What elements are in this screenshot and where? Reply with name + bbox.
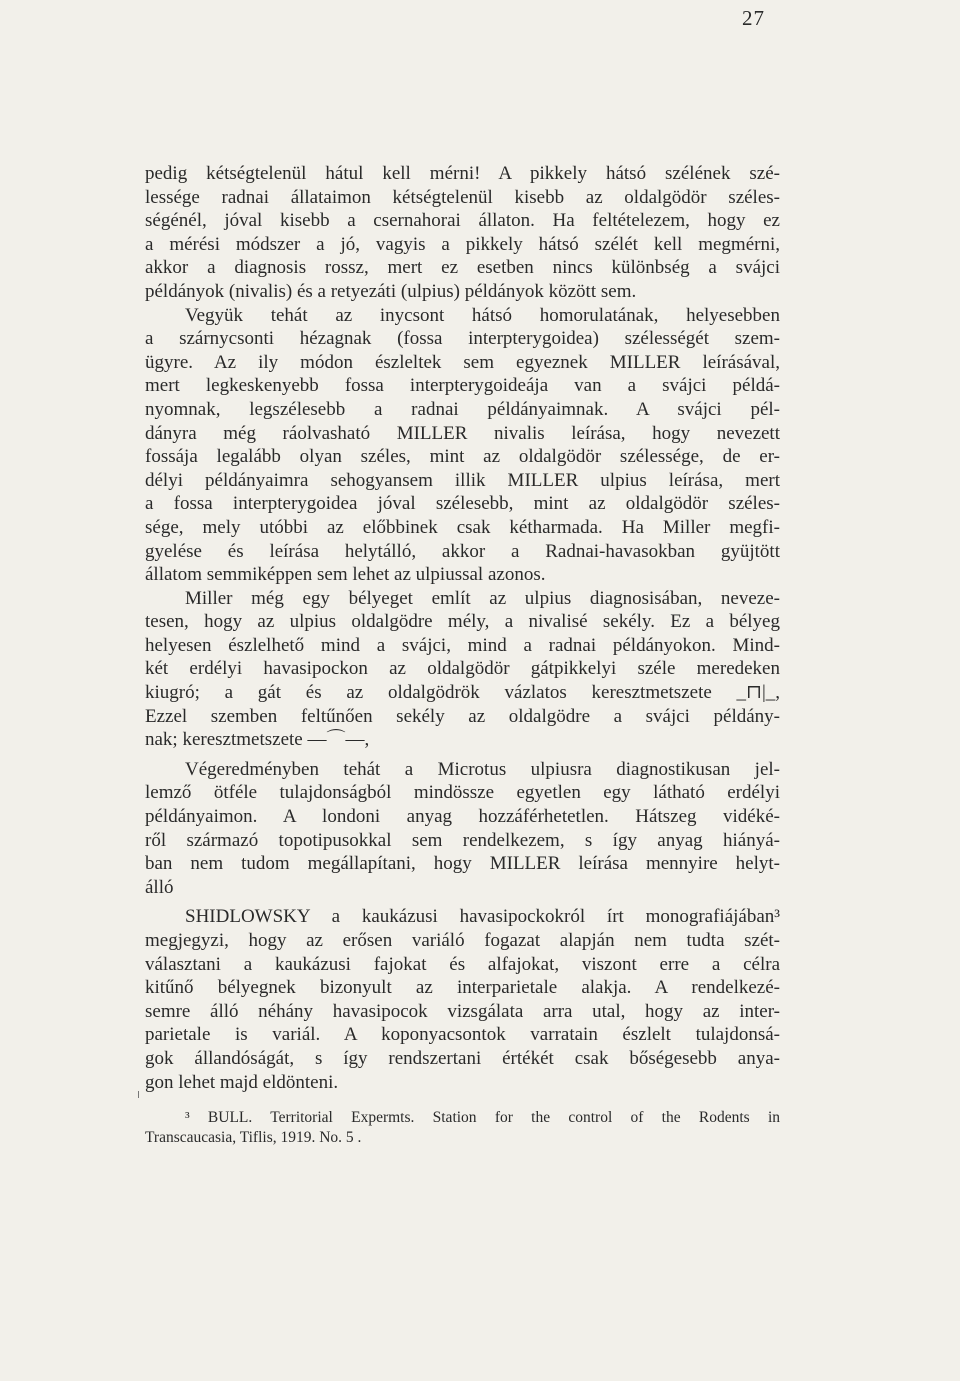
text-line: gyelése és leírása helytálló, akkor a Radnai-havasokban gyüjtött xyxy=(145,540,780,562)
text-line: választani a kaukázusi fajokat és alfajokat, viszont erre a célra xyxy=(145,953,780,975)
text-line: dányra még ráolvasható MILLER nivalis leírása, hogy nevezett xyxy=(145,422,780,444)
text-line: pedig kétségtelenül hátul kell mérni! A pikkely hátsó szélének szé- xyxy=(145,163,780,184)
stray-mark xyxy=(138,1091,139,1098)
text-line: példányaimon. A londoni anyag hozzáférhetetlen. Hátszeg vidéké- xyxy=(145,806,780,828)
footnote-line: Transcaucasia, Tiflis, 1919. No. 5 . xyxy=(145,1128,362,1146)
text-line: Végeredményben tehát a Microtus ulpiusra diagnostikusan jel- xyxy=(185,758,780,780)
text-line: parietale is variál. A koponyacsontok varratain észlelt tulajdonsá- xyxy=(145,1024,780,1046)
text-line: kiugró; a gát és az oldalgödrök vázlatos keresztmetszete _⊓|_, xyxy=(145,682,780,704)
text-line: ügyre. Az ily módon észleltek sem egyeznek MILLER leírásával, xyxy=(145,351,780,373)
page-number: 27 xyxy=(742,6,765,30)
text-line: kitűnő bélyegnek bizonyult az interparietale alakja. A rendelkezé- xyxy=(145,977,780,999)
text-line: két erdélyi havasipockon az oldalgödör gátpikkelyi széle meredeken xyxy=(145,658,780,680)
text-line: nak; keresztmetszete —⌒—, xyxy=(145,729,370,751)
text-line: lemző ötféle tulajdonságból mindössze egyetlen egy látható erdélyi xyxy=(145,782,780,804)
text-line: mert legkeskenyebb fossa interpterygoideája van a svájci példá- xyxy=(145,375,780,397)
text-line: fossája legalább olyan széles, mint az oldalgödör szélessége, de er- xyxy=(145,446,780,468)
text-line: helyesen észlelhető mind a svájci, mind a radnai példányokon. Mind- xyxy=(145,634,780,656)
text-line: lessége radnai állataimon kétségtelenül kisebb az oldalgödör széles- xyxy=(145,186,780,208)
body-text xyxy=(145,162,780,1094)
text-line: akkor a diagnosis rossz, mert ez esetben nincs különbség a svájci xyxy=(145,257,780,279)
text-line: a szárnycsonti hézagnak (fossa interpterygoidea) szélességét szem- xyxy=(145,328,780,350)
text-line: Ezzel szemben feltűnően sekély az oldalgödre a svájci példány- xyxy=(145,705,780,727)
text-line: álló xyxy=(145,876,174,898)
text-line: a mérési módszer a jó, vagyis a pikkely hátsó szélét kell megmérni, xyxy=(145,233,780,255)
text-line: Vegyük tehát az inycsont hátsó homorulatának, helyesebben xyxy=(185,304,780,326)
text-line: délyi példányaimra sehogyansem illik MILLER ulpius leírása, mert xyxy=(145,469,780,491)
text-line: sége, mely utóbbi az előbbinek csak kétharmada. Ha Miller megfi- xyxy=(145,516,780,538)
text-line: megjegyzi, hogy az erősen variáló fogazat alapján nem tudta szét- xyxy=(145,930,780,951)
text-line: SHIDLOWSKY a kaukázusi havasipockokról írt monografiájában³ xyxy=(185,906,780,928)
text-line: Miller még egy bélyeget említ az ulpius diagnosisában, neveze- xyxy=(185,587,780,609)
text-line: gok állandóságát, s így rendszertani értékét csak bőségesebb anya- xyxy=(145,1047,780,1069)
text-line: gon lehet majd eldönteni. xyxy=(145,1071,339,1093)
text-line: a fossa interpterygoidea jóval szélesebb, mint az oldalgödör széles- xyxy=(145,493,780,515)
text-line: semre álló néhány havasipocok vizsgálata arra utal, hogy az inter- xyxy=(145,1000,780,1022)
footnote xyxy=(145,1108,780,1147)
text-line: példányok (nivalis) és a retyezáti (ulpius) példányok között sem. xyxy=(145,280,637,302)
text-line: állatom semmiképpen sem lehet az ulpiussal azonos. xyxy=(145,564,546,586)
text-line: ségénél, jóval kisebb a csernahorai állaton. Ha feltételezem, hogy ez xyxy=(145,210,780,232)
text-line: ről származó topotipusokkal sem rendelkezem, s így anyag hiányá- xyxy=(145,829,780,851)
text-line: nyomnak, legszélesebb a radnai példányaimnak. A svájci pél- xyxy=(145,398,780,420)
text-line: ban nem tudom megállapítani, hogy MILLER leírása mennyire helyt- xyxy=(145,853,780,875)
text-line: tesen, hogy az ulpius oldalgödre mély, a nivalisé sekély. Ez a bélyeg xyxy=(145,611,780,633)
footnote-line: ³ BULL. Territorial Expermts. Station for the control of the Rodents in xyxy=(185,1109,780,1126)
